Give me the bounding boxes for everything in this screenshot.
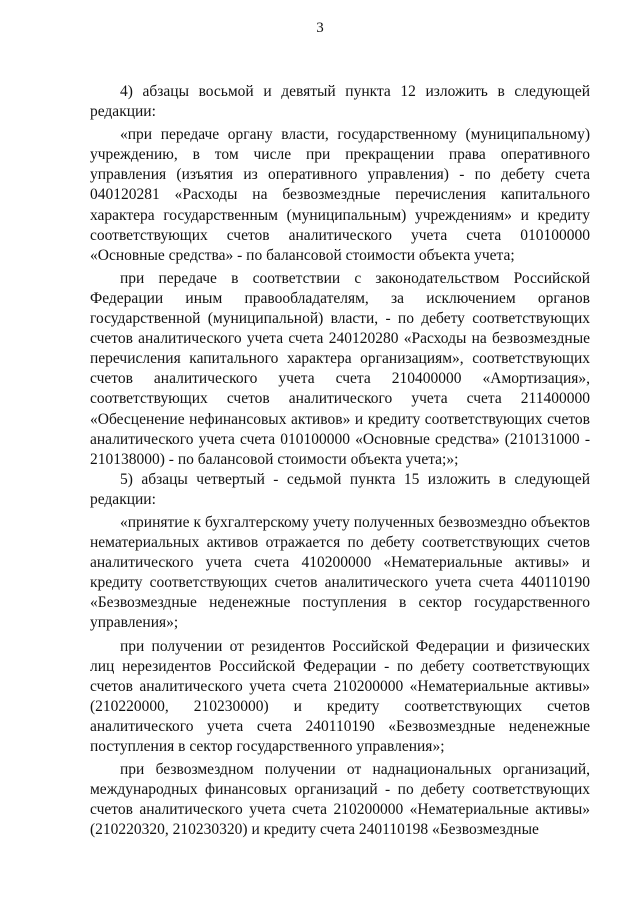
paragraph-item-5: 5) абзацы четвертый - седьмой пункта 15 изложить в следующей редакции: (90, 470, 590, 508)
paragraph-residents: при получении от резидентов Российской Федерации и физических лиц нерезидентов Российской Федерации - по дебету соответствующих счетов аналитического учета счета 210200000 «Нематериальные активы» (210220000, 210230000) и кредиту соответствующих счетов аналитического учета счета 240110190 «Безвозмездные неденежные поступления в сектор государственного управления»; (90, 637, 590, 755)
document-body (90, 82, 590, 840)
paragraph-quote-transfer-authority: «при передаче органу власти, государственному (муниципальному) учреждению, в том числе при прекращении права оперативного управления (изъятия из оперативного управления) - по дебету счета 040120281 «Расходы на безвозмездные перечисления капитального характера государственным (муниципальным) учреждениям» и кредиту соответствующих счетов аналитического учета счета 010100000 «Основные средства» - по балансовой стоимости объекта учета; (90, 126, 590, 264)
paragraph-quote-intangible-assets: «принятие к бухгалтерскому учету полученных безвозмездно объектов нематериальных активов отражается по дебету соответствующих счетов аналитического учета счета 410200000 «Нематериальные активы» и кредиту соответствующих счетов аналитического учета счета 440110190 «Безвозмездные неденежные поступления в сектор государственного управления»; (90, 513, 590, 632)
page-number: 3 (316, 20, 324, 36)
paragraph-transfer-other-holders: при передаче в соответствии с законодательством Российской Федерации иным правообладателям, за исключением органов государственной (муниципальной) власти, - по дебету соответствующих счетов аналитического учета счета 240120280 «Расходы на безвозмездные перечисления капитального характера организациям», соответствующих счетов аналитического учета счета 210400000 «Амортизация», соответствующих счетов аналитического учета счета 211400000 «Обесценение нефинансовых активов» и кредиту соответствующих счетов аналитического учета счета 010100000 «Основные средства» (210131000 - 210138000) - по балансовой стоимости объекта учета;»; (90, 269, 590, 468)
paragraph-item-4: 4) абзацы восьмой и девятый пункта 12 изложить в следующей редакции: (90, 83, 590, 121)
paragraph-supranational: при безвозмездном получении от наднациональных организаций, международных финансовых организаций - по дебету соответствующих счетов аналитического учета счета 210200000 «Нематериальные активы» (210220320, 210230320) и кредиту счета 240110198 «Безвозмездные (90, 761, 590, 839)
